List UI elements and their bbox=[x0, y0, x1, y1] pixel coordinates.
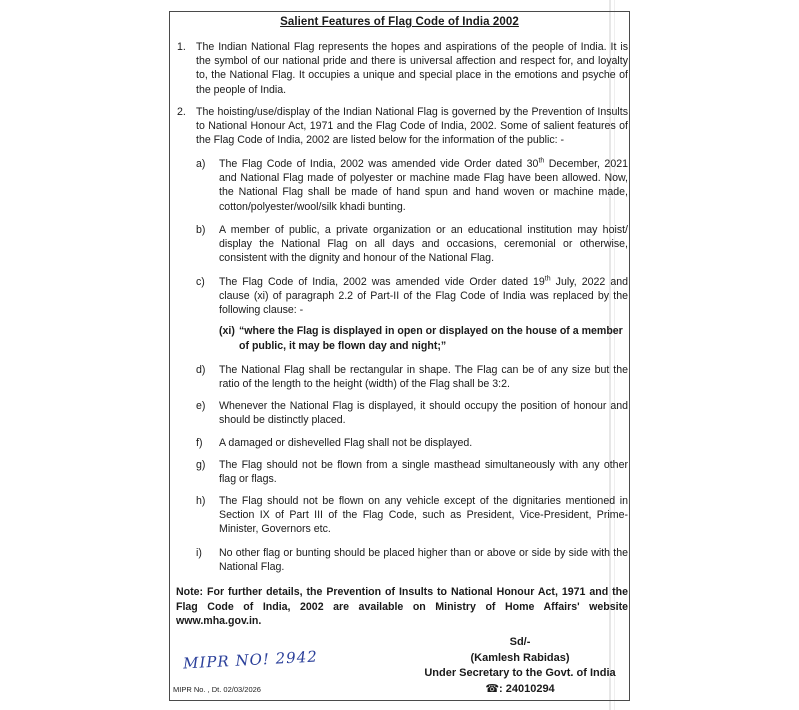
signature-name: (Kamlesh Rabidas) bbox=[470, 652, 570, 664]
subitem-letter: g) bbox=[196, 459, 206, 471]
note-text: Note: For further details, the Prevention of Insults to National Honour Act, 1971 and the Flag Code of India, 2002 are available on Ministry of Home Affairs' website www.mha.gov.in. bbox=[176, 586, 628, 627]
subitem-text: The National Flag shall be rectangular in shape. The Flag can be of any size but the ratio of the length to the height (width) of the Flag shall be 3:2. bbox=[219, 364, 628, 391]
subitem-text: The Flag Code of India, 2002 was amended vide Order dated 19th July, 2022 and clause (xi) of paragraph 2.2 of Part-II of the Flag Code of India was replaced by the following clause: - bbox=[219, 275, 629, 317]
signature-sd: Sd/- bbox=[509, 636, 531, 648]
signature-designation: Under Secretary to the Govt. of India bbox=[424, 667, 616, 679]
subitem-letter: f) bbox=[196, 437, 203, 449]
subitem-letter: c) bbox=[196, 276, 205, 288]
item-number: 2. bbox=[177, 106, 186, 118]
subitem-text: The Flag Code of India, 2002 was amended vide Order dated 30th December, 2021 and National Flag made of polyester or machine made Flag have been allowed. Now, the National Flag shall be made of hand spun and hand woven or machine made, cotton/polyester/wool/silk khadi bunting. bbox=[219, 157, 629, 213]
item-number: 1. bbox=[177, 41, 186, 53]
subitem-text: The Flag should not be flown on any vehicle except of the dignitaries mentioned in Section IX of Part III of the Flag Code, such as President, Vice-President, Prime-Minister, Governors etc. bbox=[219, 495, 628, 536]
subitem-letter: i) bbox=[196, 547, 202, 559]
subitem-letter: e) bbox=[196, 400, 206, 412]
page-title: Salient Features of Flag Code of India 2002 bbox=[280, 16, 519, 28]
subitem-letter: h) bbox=[196, 495, 206, 507]
item-text: The Indian National Flag represents the hopes and aspirations of the people of India. It is the symbol of our national pride and there is universal affection and respect for, and loyalty to, the National Flag. It occupies a unique and special place in the emotions and psyche of the people of India. bbox=[196, 41, 628, 96]
subitem-text: The Flag should not be flown from a single masthead simultaneously with any other flag or flags. bbox=[219, 459, 628, 486]
item-text: The hoisting/use/display of the Indian National Flag is governed by the Prevention of Insults to National Honour Act, 1971 and the Flag Code of India, 2002. Some of salient features of the Flag Code of India, 2002 are listed below for the information of the public: - bbox=[196, 106, 628, 147]
clause-text: “where the Flag is displayed in open or displayed on the house of a member of public, it may be flown day and night;” bbox=[239, 325, 623, 352]
subitem-letter: b) bbox=[196, 224, 206, 236]
subitem-text: Whenever the National Flag is displayed, it should occupy the position of honour and should be distinctly placed. bbox=[219, 400, 628, 427]
subitem-text: No other flag or bunting should be placed higher than or above or side by side with the National Flag. bbox=[219, 547, 628, 574]
phone-number: : 24010294 bbox=[499, 683, 555, 695]
footer-reference: MIPR No. , Dt. 02/03/2026 bbox=[173, 685, 261, 694]
subitem-text: A member of public, a private organization or an educational institution may hoist/ display the National Flag on all days and occasions, ceremonial or otherwise, consistent with the dignity and honour of the National Flag. bbox=[219, 224, 628, 265]
subitem-text: A damaged or dishevelled Flag shall not be displayed. bbox=[219, 437, 473, 449]
subitem-letter: a) bbox=[196, 158, 206, 170]
clause-label: (xi) bbox=[219, 325, 235, 337]
handwritten-note: MIPR NO! 2942 bbox=[182, 647, 319, 673]
subitem-letter: d) bbox=[196, 364, 206, 376]
phone-icon: ☎ bbox=[485, 683, 500, 695]
signature-phone bbox=[410, 682, 630, 695]
